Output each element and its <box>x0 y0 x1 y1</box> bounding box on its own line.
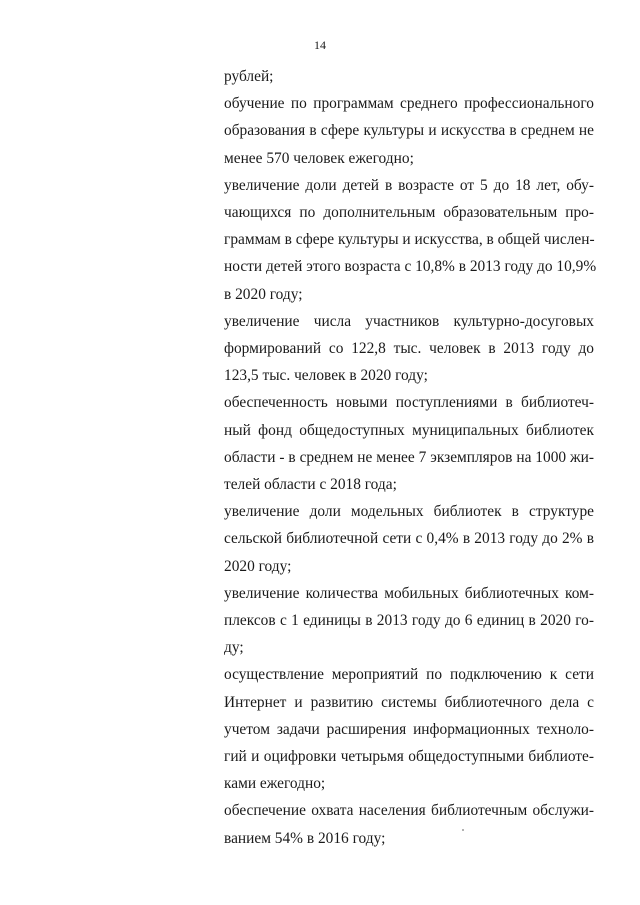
text-line: увеличение доли детей в возрасте от 5 до 18 лет, обу- <box>224 176 594 194</box>
text-line: ный фонд общедоступных муниципальных библиотек <box>224 421 594 439</box>
text-line: в 2020 году; <box>224 285 303 303</box>
paragraph <box>224 389 594 498</box>
text-line: ками ежегодно; <box>224 775 326 793</box>
paragraph <box>224 63 594 90</box>
text-line: ности детей этого возраста с 10,8% в 2013 году до 10,9% <box>224 258 597 276</box>
text-line: чающихся по дополнительным образовательным про- <box>224 204 594 222</box>
text-line: увеличение количества мобильных библиотечных ком- <box>224 584 594 602</box>
text-line: увеличение доли модельных библиотек в структуре <box>224 503 594 521</box>
text-line: формирований со 122,8 тыс. человек в 2013 году до <box>224 340 594 358</box>
text-line: телей области с 2018 года; <box>224 476 397 494</box>
text-line: гий и оцифровки четырьмя общедоступными библиоте- <box>224 748 594 766</box>
paragraph <box>224 172 597 308</box>
text-line: плексов с 1 единицы в 2013 году до 6 единиц в 2020 го- <box>224 612 594 630</box>
paragraph <box>224 580 594 662</box>
text-line: обучение по программам среднего профессионального <box>224 95 594 113</box>
text-line: 123,5 тыс. человек в 2020 году; <box>224 367 428 385</box>
text-line: менее 570 человек ежегодно; <box>224 149 414 167</box>
text-line: образования в сфере культуры и искусства в среднем не <box>224 122 594 140</box>
text-line: учетом задачи расширения информационных техноло- <box>224 720 594 738</box>
page-number: 14 <box>314 38 326 52</box>
text-line: увеличение числа участников культурно-досуговых <box>224 312 594 330</box>
text-line: области - в среднем не менее 7 экземпляров на 1000 жи- <box>224 448 594 466</box>
paragraph <box>224 797 594 851</box>
text-line: обеспеченность новыми поступлениями в библиотеч- <box>224 394 594 412</box>
paragraph <box>224 661 594 797</box>
text-line: Интернет и развитию системы библиотечного дела с <box>224 693 594 711</box>
paragraph <box>224 90 594 172</box>
text-line: ду; <box>224 639 244 657</box>
text-line: ванием 54% в 2016 году; <box>224 829 386 847</box>
text-line: осуществление мероприятий по подключению к сети <box>224 666 594 684</box>
text-line: граммам в сфере культуры и искусства, в общей числен- <box>224 231 595 249</box>
paragraph <box>224 308 594 390</box>
document-body <box>224 63 597 852</box>
text-line: обеспечение охвата населения библиотечным обслужи- <box>224 802 594 820</box>
text-line: сельской библиотечной сети с 0,4% в 2013 году до 2% в <box>224 530 594 548</box>
scan-speck <box>462 829 464 831</box>
paragraph <box>224 498 594 580</box>
text-line: 2020 году; <box>224 557 292 575</box>
text-line: рублей; <box>224 68 274 85</box>
